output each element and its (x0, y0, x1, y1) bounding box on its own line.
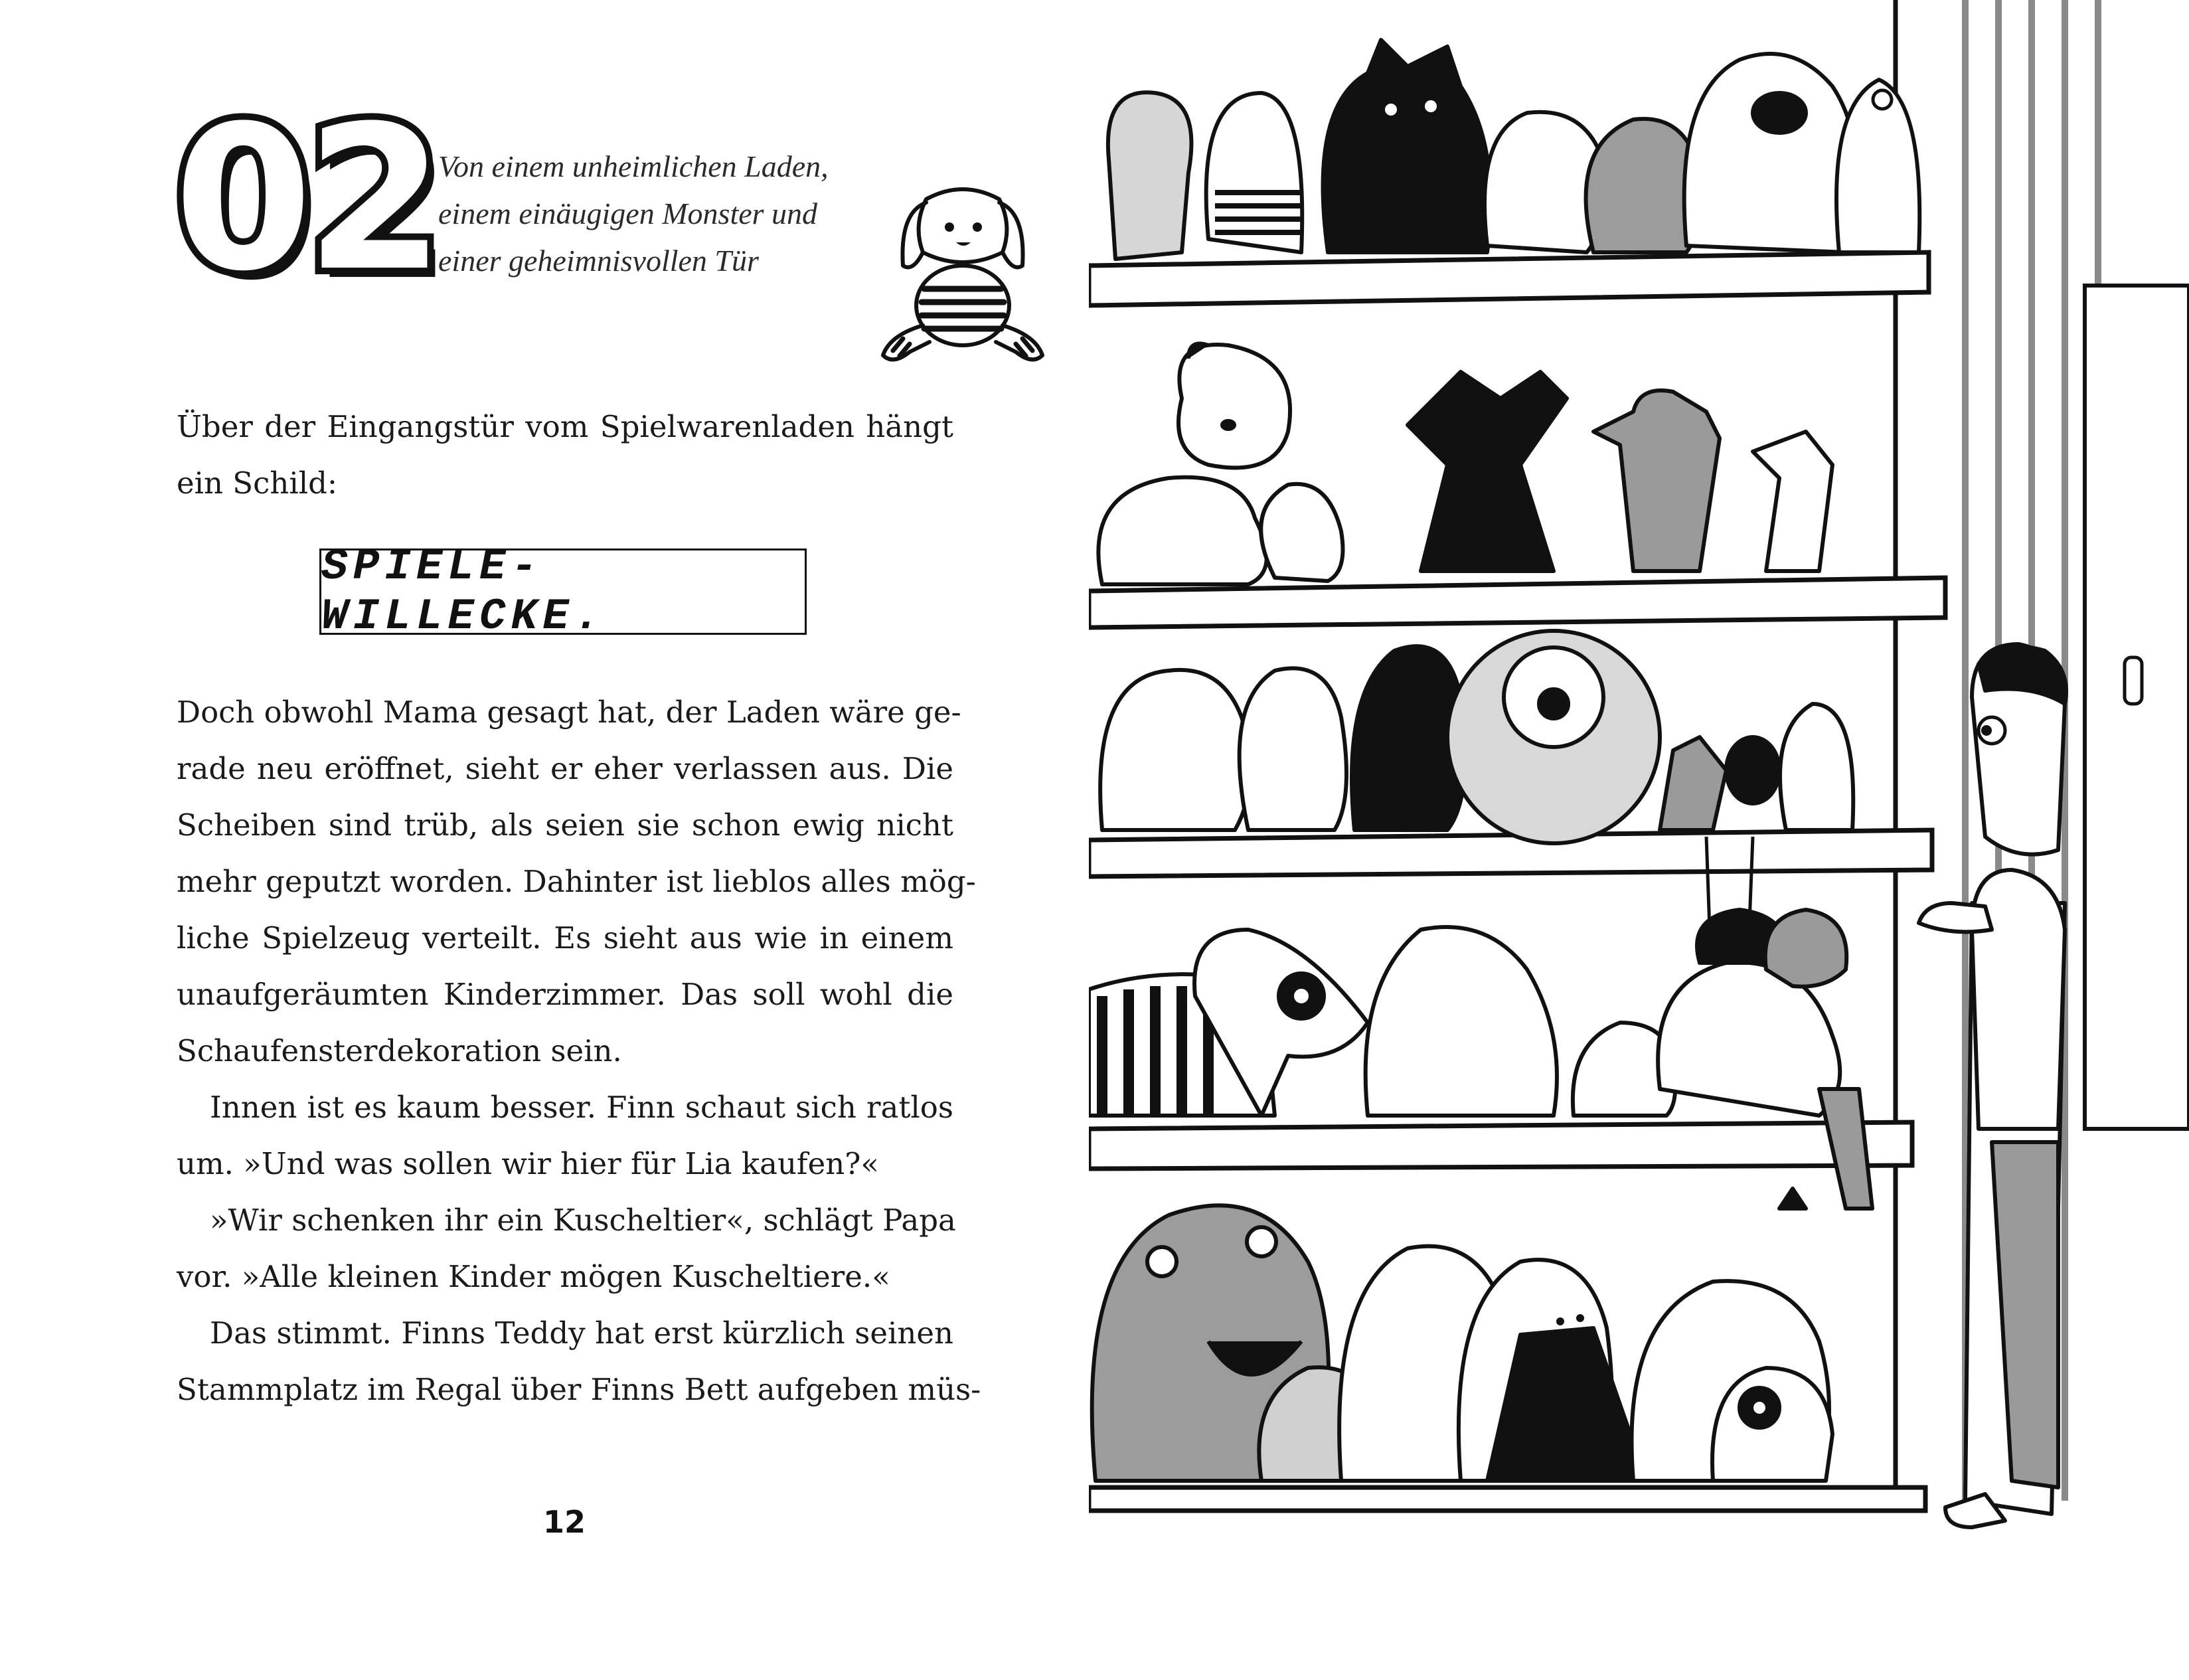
chapter-subtitle-line: einer geheimnisvollen Tür (438, 244, 759, 278)
text-line: Innen ist es kaum besser. Finn schaut sich ratlos (210, 1090, 953, 1125)
text-line: Schaufensterdekoration sein. (177, 1033, 622, 1068)
paragraph-body (177, 684, 981, 1418)
text-line: Über der Eingangstür vom Spielwarenladen hängt (177, 409, 953, 444)
sitting-dog-icon (863, 173, 1062, 378)
text-line: Scheiben sind trüb, als seien sie schon ewig nicht (177, 807, 953, 843)
text-line: Das stimmt. Finns Teddy hat erst kürzlich seinen (210, 1315, 953, 1351)
chapter-subtitle-line: Von einem unheimlichen Laden, (438, 149, 829, 183)
text-line: um. »Und was sollen wir hier für Lia kaufen?« (177, 1146, 879, 1181)
paragraph-intro (177, 398, 953, 511)
text-line: Doch obwohl Mama gesagt hat, der Laden wäre ge- (177, 695, 961, 730)
text-line: ein Schild: (177, 465, 338, 501)
text-line: »Wir schenken ihr ein Kuscheltier«, schlägt Papa (210, 1203, 956, 1238)
toy-shelf-illustration (1089, 0, 2189, 1680)
text-line: unaufgeräumten Kinderzimmer. Das soll wohl die (177, 977, 953, 1012)
chapter-subtitle (438, 143, 863, 284)
text-line: vor. »Alle kleinen Kinder mögen Kuscheltiere.« (177, 1259, 890, 1294)
text-line: liche Spielzeug verteilt. Es sieht aus wie in einem (177, 920, 953, 956)
chapter-number: 02 (174, 83, 438, 315)
shop-sign-text: SPIELE-WILLECKE. (321, 542, 606, 641)
text-line: rade neu eröffnet, sieht er eher verlassen aus. Die (177, 751, 953, 786)
chapter-subtitle-line: einem einäugigen Monster und (438, 197, 818, 230)
shop-sign (319, 542, 807, 641)
text-page (0, 0, 1089, 1680)
text-line: Stammplatz im Regal über Finns Bett aufgeben müs- (177, 1372, 981, 1407)
text-line: mehr geputzt worden. Dahinter ist lieblos alles mög- (177, 864, 976, 899)
page-number: 12 (542, 1504, 586, 1540)
